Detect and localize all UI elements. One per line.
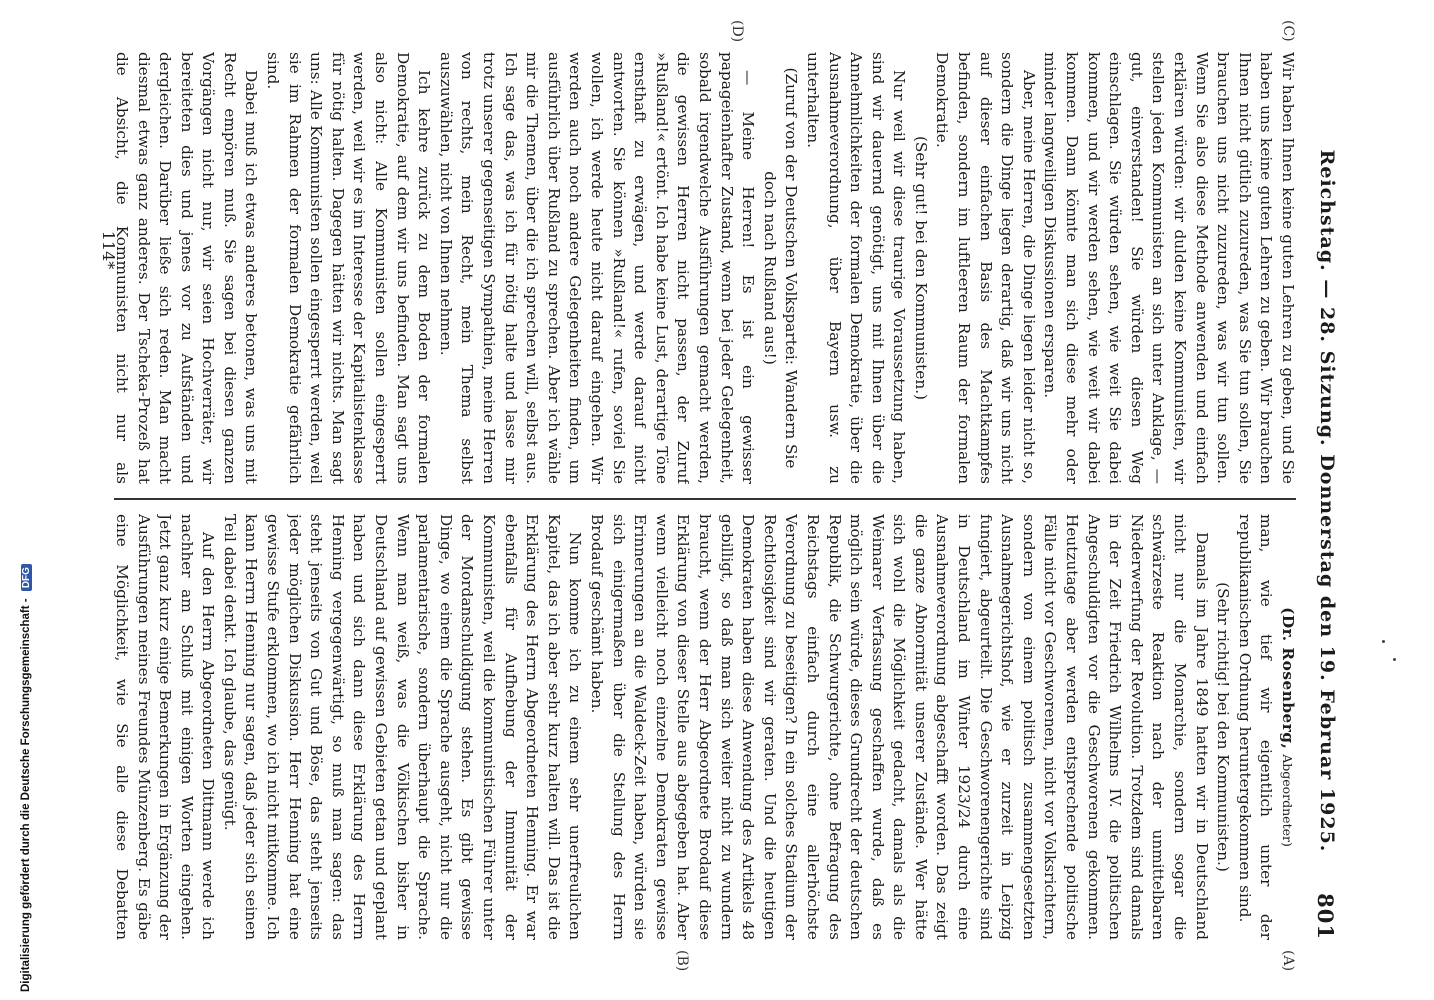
margin-marker-d: (D): [729, 20, 745, 43]
column-divider: [114, 498, 1296, 500]
scan-speck: [1393, 658, 1396, 661]
paragraph: — Meine Herren! Es ist ein gewisser papageienhafter Zustand, wenn bei jeder Gelegenheit, sobald irgendwelche Ausführungen gemacht werden, die gewissen Herren nicht passen, der Zuruf »Rußland!« ertönt. Ich habe keine Lust, derartige Töne ernsthaft zu erwägen, und werde darauf nicht antworten. Sie können »Rußland!« rufen, soviel Sie wollen, ich werde heute nicht darauf eingehen. Wir werden auch noch andere Gelegenheiten finden, um ausführlich über Rußland zu sprechen. Aber ich wähle mir die Themen, über die ich sprechen will, selbst aus. Ich sage das, was ich für nötig halte und lasse mir trotz unserer gegenseitigen Sympathien, meine Herren von rechts, mein Recht, mein Thema selbst auszuwählen, nicht von Ihnen nehmen.: [436, 52, 758, 484]
paragraph: Damals im Jahre 1849 hatten wir in Deutschland nicht nur die Monarchie, sondern sogar die schwärzeste Reaktion nach der unmittelbaren Niederwerfung der Revolution. Trotzdem sind damals in der Zeit Friedrich Wilhelms IV. die politischen Angeschuldigten vor die Geschworenen gekommen. Heutzutage aber werden entsprechende politische Fälle nicht vor Geschworenen, nicht vor Volksrichtern, sondern von einem politisch zusammengesetzten Ausnahmegerichtshof, wie er zurzeit in Leipzig fungiert, abgeurteilt. Die Geschworenengerichte sind in Deutschland im Winter 1923/24 durch eine Ausnahmeverordnung abgeschafft worden. Das zeigt die ganze Abnormität unserer Zustände. Wer hätte sich wohl die Möglichkeit gedacht, damals als die Weimarer Verfassung geschaffen wurde, daß es möglich sein würde, dieses Grundrecht der deutschen Republik, die Schwurgerichte, ohne Befragung des Reichstags einfach durch eine allerhöchste Verordnung zu beseitigen? In ein solches Stadium der Rechtlosigkeit sind wir geraten. Und die heutigen Demokraten haben diese Anwendung des Artikels 48 gebilligt, so daß man sich weiter nicht zu wundern braucht, wenn der Herr Abgeordnete Brodauf diese Erklärung von dieser Stelle aus abgegeben hat. Aber wenn vielleicht noch einzelne Demokraten gewisse Erinnerungen an die Waldeck-Zeit haben, würden sie sich einigermaßen über die Stellung des Herrn Brodauf geschämt haben.: [588, 514, 1211, 940]
speaker-line: [1276, 514, 1298, 940]
rotated-page: [90, 20, 1340, 972]
right-column: [108, 514, 1298, 940]
speaker-role: Abgeordneter): [1280, 754, 1295, 847]
paragraph: Nur weil wir diese traurige Voraussetzung haben, sind wir dauernd genötigt, uns mit Ihnen über die Annehmlichkeiten der formalen Demokratie, über die Ausnahmeverordnung, über Bayern usw. zu unterhalten.: [803, 52, 909, 484]
left-column: [108, 52, 1298, 484]
margin-marker-b: (B): [674, 950, 690, 972]
page-number: 801: [1313, 893, 1338, 940]
interjection: (Sehr gut! bei den Kommunisten.): [911, 135, 930, 401]
paragraph: man, wie tief wir eigentlich unter der republikanischen Ordnung heruntergekommen sind.: [1235, 514, 1276, 940]
margin-marker-a: (A): [1280, 950, 1296, 972]
scan-speck: [1382, 640, 1385, 643]
digitization-credit: [20, 564, 32, 992]
paragraph: Ich kehre zurück zu dem Boden der formalen Demokratie, auf dem wir uns befinden. Man sagt uns also nicht: Alle Kommunisten sollen eingesperrt werden, weil wir es im Interesse der Kapitalistenklasse für nötig halten. Dagegen hätten wir nichts. Man sagt uns: Alle Kommunisten sollen eingesperrt werden, weil sie im Rahmen der formalen Demokratie gefährlich sind.: [264, 52, 434, 484]
interjection: (Zuruf von der Deutschen Volkspartei: Wandern Sie doch nach Rußland aus!): [760, 67, 801, 469]
credit-text: Digitalisierung gefördert durch die Deutsche Forschungsgemeinschaft -: [20, 598, 32, 992]
signature-mark: 114*: [99, 230, 118, 270]
paragraph: Auf den Herrn Abgeordneten Dittmann werde ich nachher am Schluß mit einigen Worten eingehen. Jetzt ganz kurz einige Bemerkungen in Ergänzung der Ausführungen meines Freundes Münzenberg. Es gäbe eine Möglichkeit, wie Sie alle diese Debatten: [112, 514, 218, 940]
paragraph: Nun komme ich zu einem sehr unerfreulichen Kapitel, das ich aber sehr kurz halten will. Das ist die Erklärung des Herrn Abgeordneten Henning. Er war ebenfalls für Aufhebung der Immunität der Kommunisten, weil die kommunistischen Führer unter der Mordanschuldigung stehen. Es gibt gewisse Dinge, wo einem die Sprache ausgeht, nicht nur die parlamentarische, sondern überhaupt die Sprache. Wenn man weiß, was die Völkischen bisher in Deutschland auf gewissen Gebieten getan und geplant haben und sich dann diese Erklärung des Herrn Henning vergegenwärtigt, so muß man sagen: das steht jenseits von Gut und Böse, das steht jenseits jeder möglichen Diskussion. Herr Henning hat eine gewisse Stufe erklommen, wo ich nicht mitkomme. Ich kann Herrn Henning nur sagen, daß jeder sich seinen Teil dabei denkt. Ich glaube, das genügt.: [220, 514, 585, 940]
page-header: [1312, 62, 1338, 940]
dfg-logo: DFG: [21, 564, 32, 591]
interjection: (Sehr richtig! bei den Kommunisten.): [1214, 582, 1233, 872]
margin-marker-c: (C): [1280, 20, 1296, 42]
paragraph: Aber, meine Herren, die Dinge liegen leider nicht so, sondern die Dinge liegen derartig, daß wir uns nicht auf dieser einfachen Basis des Machtkampfes befinden, sondern im luftleeren Raum der formalen Demokratie.: [933, 52, 1038, 484]
speaker-name: (Dr. Rosenberg,: [1279, 607, 1297, 750]
paragraph: Wir haben Ihnen keine guten Lehren zu geben, und Sie haben uns keine guten Lehren zu geben. Wir brauchen Ihnen nicht gütlich zuzureden, was Sie tun sollen, Sie brauchen uns nicht zuzureden, was wir tun sollen. Wenn Sie also diese Methode anwenden und einfach erklären würden: wir dulden keine Kommunisten, wir stellen jeden Kommunisten an sich unter Anklage, — gut, einverstanden! Sie würden diesen Weg einschlagen. Sie würden sehen, wie weit Sie dabei kommen, und wir werden sehen, wie weit wir dabei kommen. Dann könnte man sich diese mehr oder minder langweiligen Diskussionen ersparen.: [1041, 52, 1297, 484]
paragraph: Dabei muß ich etwas anderes betonen, was uns mit Recht empören muß. Sie sagen bei diesen ganzen Vorgängen nicht nur, wir seien Hochverräter, wir bereiteten dies und jenes vor zu Aufständen und dergleichen. Darüber ließe sich reden. Man macht diesmal etwas ganz anderes. Der Tscheka-Prozeß hat die Absicht, die Kommunisten nicht nur als: [112, 52, 261, 484]
running-head: Reichstag. — 28. Sitzung. Donnerstag den 19. Februar 1925.: [1316, 149, 1338, 853]
